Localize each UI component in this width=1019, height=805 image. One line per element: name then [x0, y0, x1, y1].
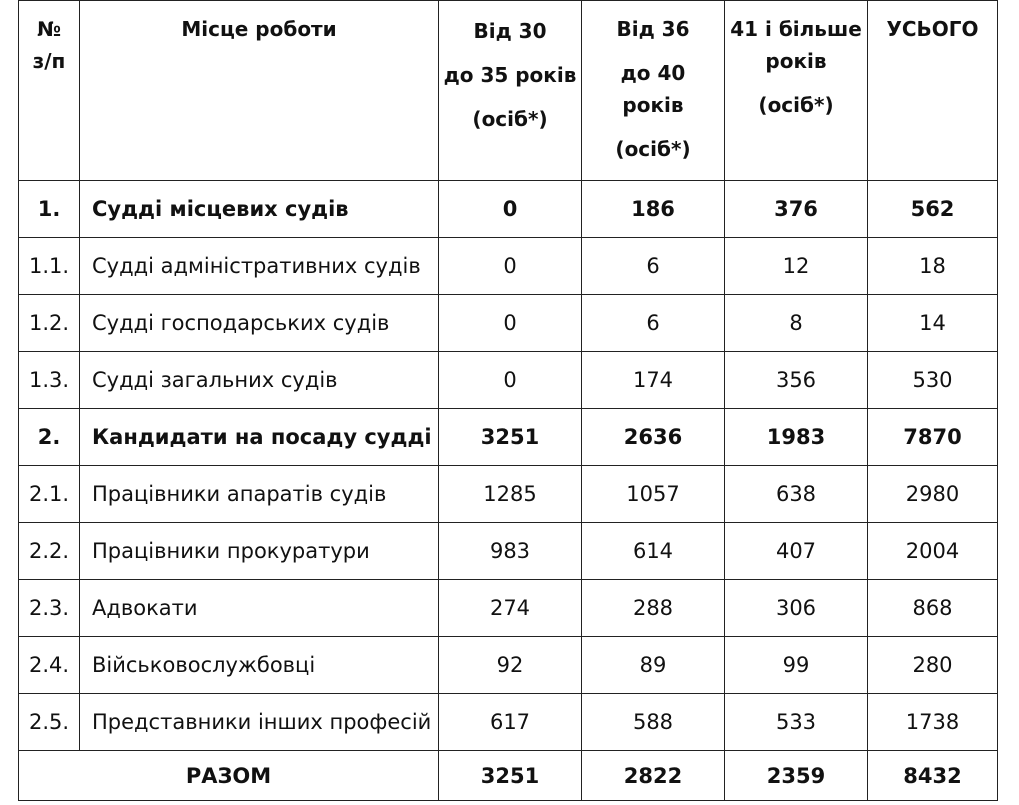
table-row — [19, 580, 998, 637]
row-age-30-35: 3251 — [439, 409, 582, 466]
header-age-36-40-line1: Від 36 — [616, 17, 690, 41]
row-total: 868 — [868, 580, 998, 637]
row-total: 7870 — [868, 409, 998, 466]
summary-row — [19, 751, 998, 801]
header-age-41-plus-line2: років — [765, 49, 827, 73]
row-total: 562 — [868, 181, 998, 238]
row-number: 2. — [19, 409, 80, 466]
row-age-41-plus: 99 — [725, 637, 868, 694]
row-total: 18 — [868, 238, 998, 295]
row-total: 14 — [868, 295, 998, 352]
row-total: 1738 — [868, 694, 998, 751]
row-age-36-40: 588 — [582, 694, 725, 751]
row-age-41-plus: 12 — [725, 238, 868, 295]
header-age-30-35 — [439, 1, 582, 181]
row-place: Працівники прокуратури — [80, 523, 439, 580]
row-age-30-35: 274 — [439, 580, 582, 637]
header-age-30-35-line3: (осіб*) — [472, 107, 548, 131]
row-age-30-35: 0 — [439, 238, 582, 295]
row-place: Судді загальних судів — [80, 352, 439, 409]
summary-label: РАЗОМ — [19, 751, 439, 801]
summary-age-36-40: 2822 — [582, 751, 725, 801]
row-age-36-40: 6 — [582, 238, 725, 295]
row-age-41-plus: 638 — [725, 466, 868, 523]
row-number: 1. — [19, 181, 80, 238]
header-age-41-plus-line1: 41 і більше — [730, 17, 862, 41]
header-age-36-40-line2: до 40 — [620, 61, 686, 85]
row-age-36-40: 6 — [582, 295, 725, 352]
row-age-36-40: 174 — [582, 352, 725, 409]
row-place: Працівники апаратів судів — [80, 466, 439, 523]
table-row — [19, 466, 998, 523]
row-age-36-40: 614 — [582, 523, 725, 580]
header-age-36-40-line4: (осіб*) — [615, 137, 691, 161]
header-total — [868, 1, 998, 181]
row-number: 1.3. — [19, 352, 80, 409]
row-place: Судді адміністративних судів — [80, 238, 439, 295]
header-age-30-35-line2: до 35 років — [443, 63, 577, 87]
header-number-line2: з/п — [32, 49, 66, 73]
row-age-41-plus: 1983 — [725, 409, 868, 466]
row-number: 1.1. — [19, 238, 80, 295]
table-row — [19, 295, 998, 352]
row-age-30-35: 983 — [439, 523, 582, 580]
row-number: 2.1. — [19, 466, 80, 523]
row-place: Адвокати — [80, 580, 439, 637]
summary-age-30-35: 3251 — [439, 751, 582, 801]
statistics-table — [18, 0, 998, 801]
row-age-41-plus: 8 — [725, 295, 868, 352]
table-row — [19, 352, 998, 409]
row-age-41-plus: 356 — [725, 352, 868, 409]
table-row — [19, 181, 998, 238]
header-age-36-40 — [582, 1, 725, 181]
row-total: 2004 — [868, 523, 998, 580]
row-total: 280 — [868, 637, 998, 694]
row-number: 2.3. — [19, 580, 80, 637]
table-row — [19, 409, 998, 466]
row-place: Судді місцевих судів — [80, 181, 439, 238]
row-total: 530 — [868, 352, 998, 409]
table-row — [19, 238, 998, 295]
summary-total: 8432 — [868, 751, 998, 801]
header-age-30-35-line1: Від 30 — [473, 19, 547, 43]
header-age-41-plus-line3: (осіб*) — [758, 93, 834, 117]
table-row — [19, 637, 998, 694]
row-number: 2.5. — [19, 694, 80, 751]
header-total-label: УСЬОГО — [886, 17, 979, 41]
row-total: 2980 — [868, 466, 998, 523]
header-age-36-40-line3: років — [622, 93, 684, 117]
row-age-30-35: 0 — [439, 295, 582, 352]
row-age-30-35: 0 — [439, 352, 582, 409]
header-place-label: Місце роботи — [181, 17, 337, 41]
row-place: Військовослужбовці — [80, 637, 439, 694]
header-number — [19, 1, 80, 181]
row-age-36-40: 186 — [582, 181, 725, 238]
row-number: 1.2. — [19, 295, 80, 352]
row-age-30-35: 92 — [439, 637, 582, 694]
row-age-41-plus: 533 — [725, 694, 868, 751]
row-age-30-35: 617 — [439, 694, 582, 751]
row-age-41-plus: 376 — [725, 181, 868, 238]
row-age-36-40: 89 — [582, 637, 725, 694]
header-place — [80, 1, 439, 181]
table-row — [19, 694, 998, 751]
row-number: 2.4. — [19, 637, 80, 694]
row-age-36-40: 1057 — [582, 466, 725, 523]
row-age-30-35: 1285 — [439, 466, 582, 523]
header-row — [19, 1, 998, 181]
row-place: Представники інших професій — [80, 694, 439, 751]
row-age-41-plus: 306 — [725, 580, 868, 637]
row-age-41-plus: 407 — [725, 523, 868, 580]
header-number-line1: № — [36, 17, 62, 41]
row-number: 2.2. — [19, 523, 80, 580]
row-place: Судді господарських судів — [80, 295, 439, 352]
row-place: Кандидати на посаду судді — [80, 409, 439, 466]
summary-age-41-plus: 2359 — [725, 751, 868, 801]
row-age-36-40: 288 — [582, 580, 725, 637]
table-row — [19, 523, 998, 580]
header-age-41-plus — [725, 1, 868, 181]
row-age-30-35: 0 — [439, 181, 582, 238]
row-age-36-40: 2636 — [582, 409, 725, 466]
